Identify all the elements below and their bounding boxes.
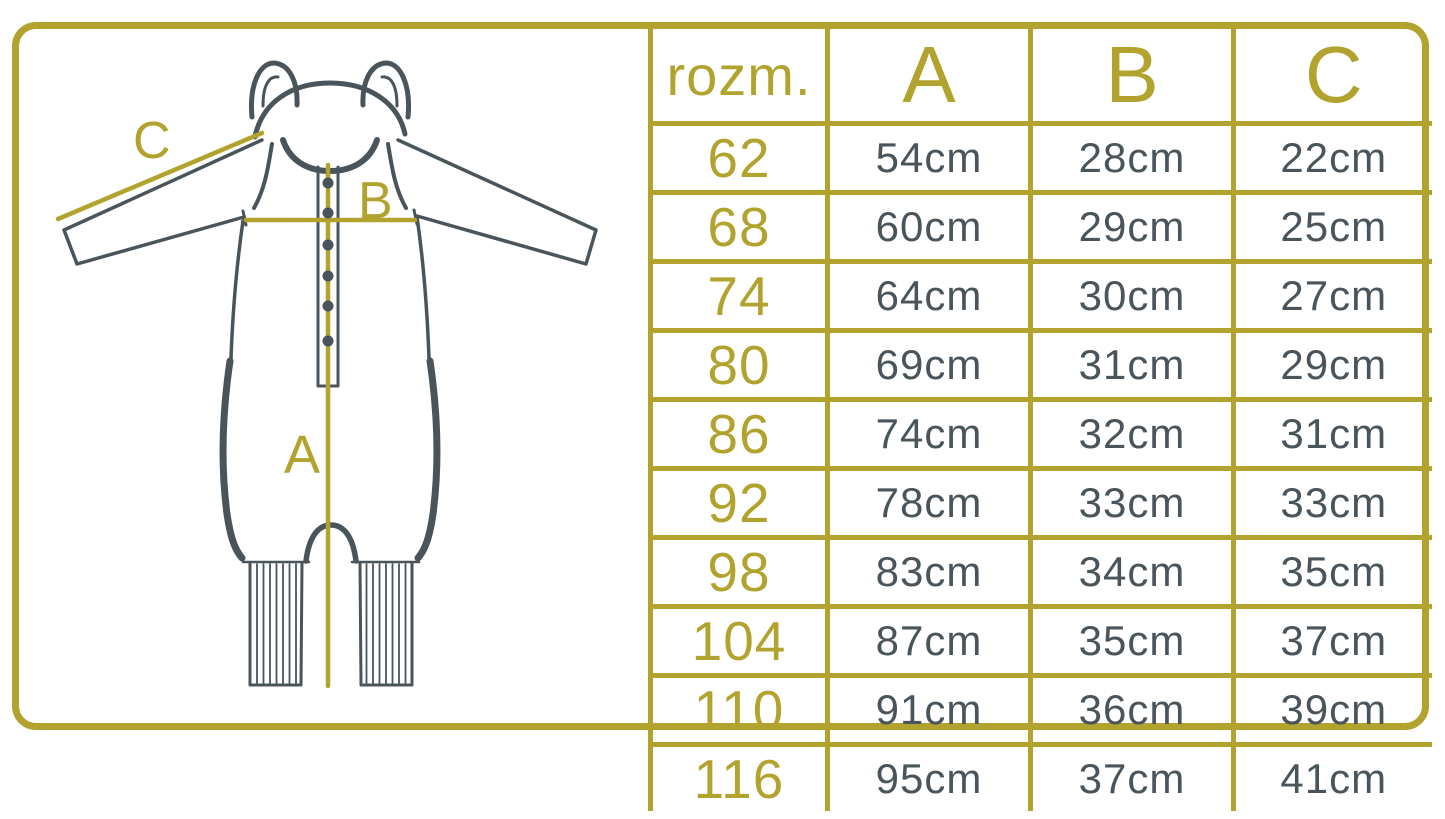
measure-label-b: B: [358, 172, 393, 230]
size-cell: 62: [651, 124, 828, 193]
size-cell: 80: [651, 331, 828, 400]
measurement-cell: 30cm: [1031, 262, 1234, 331]
size-cell: 104: [651, 607, 828, 676]
table-row: [651, 124, 1432, 193]
measurement-cell: 64cm: [828, 262, 1031, 331]
size-cell: 110: [651, 676, 828, 745]
ribbed-cuffs: [243, 562, 419, 685]
measurement-cell: 22cm: [1234, 124, 1432, 193]
table-row: [651, 331, 1432, 400]
measurement-cell: 37cm: [1234, 607, 1432, 676]
size-table-container: [648, 29, 1429, 810]
romper-diagram: [0, 0, 660, 819]
measurement-cell: 32cm: [1031, 400, 1234, 469]
measurement-cell: 78cm: [828, 469, 1031, 538]
size-cell: 116: [651, 745, 828, 812]
size-cell: 86: [651, 400, 828, 469]
measurement-cell: 60cm: [828, 193, 1031, 262]
measurement-cell: 27cm: [1234, 262, 1432, 331]
measurement-cell: 95cm: [828, 745, 1031, 812]
measurement-cell: 29cm: [1234, 331, 1432, 400]
measurement-cell: 74cm: [828, 400, 1031, 469]
size-table: [648, 29, 1432, 811]
header-size-column: rozm.: [651, 29, 828, 124]
measurement-cell: 31cm: [1234, 400, 1432, 469]
table-row: [651, 676, 1432, 745]
measurement-cell: 28cm: [1031, 124, 1234, 193]
measure-label-a: A: [284, 425, 321, 485]
size-cell: 74: [651, 262, 828, 331]
measurement-cell: 35cm: [1234, 538, 1432, 607]
measurement-cell: 37cm: [1031, 745, 1234, 812]
table-row: [651, 193, 1432, 262]
size-cell: 68: [651, 193, 828, 262]
measurement-cell: 31cm: [1031, 331, 1234, 400]
header-column-a: A: [828, 29, 1031, 124]
measurement-cell: 33cm: [1031, 469, 1234, 538]
header-column-c: C: [1234, 29, 1432, 124]
bear-ears: [251, 63, 408, 117]
table-row: [651, 262, 1432, 331]
size-cell: 92: [651, 469, 828, 538]
table-row: [651, 538, 1432, 607]
measurement-cell: 34cm: [1031, 538, 1234, 607]
measurement-cell: 41cm: [1234, 745, 1432, 812]
measurement-cell: 91cm: [828, 676, 1031, 745]
measurement-cell: 83cm: [828, 538, 1031, 607]
table-row: [651, 745, 1432, 812]
measurement-cell: 33cm: [1234, 469, 1432, 538]
measurement-cell: 29cm: [1031, 193, 1234, 262]
table-row: [651, 607, 1432, 676]
header-row: [651, 29, 1432, 124]
measure-label-c: C: [133, 112, 171, 170]
measurement-cell: 69cm: [828, 331, 1031, 400]
measurement-cell: 36cm: [1031, 676, 1234, 745]
measurement-cell: 54cm: [828, 124, 1031, 193]
measurement-cell: 39cm: [1234, 676, 1432, 745]
table-row: [651, 400, 1432, 469]
size-cell: 98: [651, 538, 828, 607]
measurement-cell: 35cm: [1031, 607, 1234, 676]
measurement-cell: 25cm: [1234, 193, 1432, 262]
header-column-b: B: [1031, 29, 1234, 124]
measurement-cell: 87cm: [828, 607, 1031, 676]
table-row: [651, 469, 1432, 538]
